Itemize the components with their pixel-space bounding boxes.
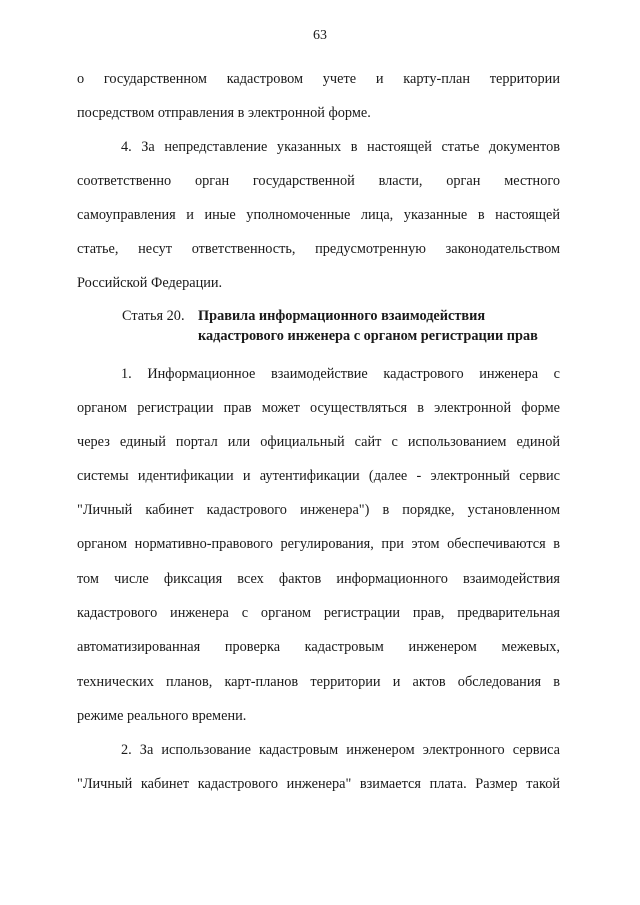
paragraph-4-line-1: 2. За использование кадастровым инженером электронного сервиса (121, 742, 560, 758)
page-number: 63 (313, 28, 327, 43)
paragraph-3-line-2: органом регистрации прав может осуществляться в электронной форме (77, 400, 560, 416)
article-label: Статья 20. (122, 308, 185, 324)
paragraph-1-line-1: о государственном кадастровом учете и карту-план территории (77, 71, 560, 87)
paragraph-3-line-1: 1. Информационное взаимодействие кадастрового инженера с (121, 366, 560, 382)
paragraph-1-line-2: посредством отправления в электронной форме. (77, 105, 371, 121)
article-title-line-1: Правила информационного взаимодействия (198, 308, 486, 324)
paragraph-2-line-4: статье, несут ответственность, предусмотренную законодательством (77, 241, 560, 257)
paragraph-3-line-6: органом нормативно-правового регулирования, при этом обеспечиваются в (77, 536, 560, 552)
paragraph-3-line-4: системы идентификации и аутентификации (далее - электронный сервис (77, 468, 560, 484)
paragraph-4-line-2: "Личный кабинет кадастрового инженера" взимается плата. Размер такой (77, 776, 560, 792)
paragraph-2-line-2: соответственно орган государственной власти, орган местного (77, 173, 560, 189)
paragraph-3-line-3: через единый портал или официальный сайт с использованием единой (77, 434, 560, 450)
paragraph-3-line-9: автоматизированная проверка кадастровым инженером межевых, (77, 639, 560, 655)
paragraph-2-line-5: Российской Федерации. (77, 275, 223, 291)
article-title-line-2: кадастрового инженера с органом регистрации прав (198, 328, 538, 344)
paragraph-3-line-10: технических планов, карт-планов территории и актов обследования в (77, 674, 560, 690)
paragraph-3-line-8: кадастрового инженера с органом регистрации прав, предварительная (77, 605, 560, 621)
paragraph-2-line-1: 4. За непредставление указанных в настоящей статье документов (121, 139, 560, 155)
paragraph-3-line-5: "Личный кабинет кадастрового инженера") в порядке, установленном (77, 502, 560, 518)
paragraph-3-line-11: режиме реального времени. (77, 708, 247, 724)
paragraph-2-line-3: самоуправления и иные уполномоченные лица, указанные в настоящей (77, 207, 560, 223)
paragraph-3-line-7: том числе фиксация всех фактов информационного взаимодействия (77, 571, 560, 587)
